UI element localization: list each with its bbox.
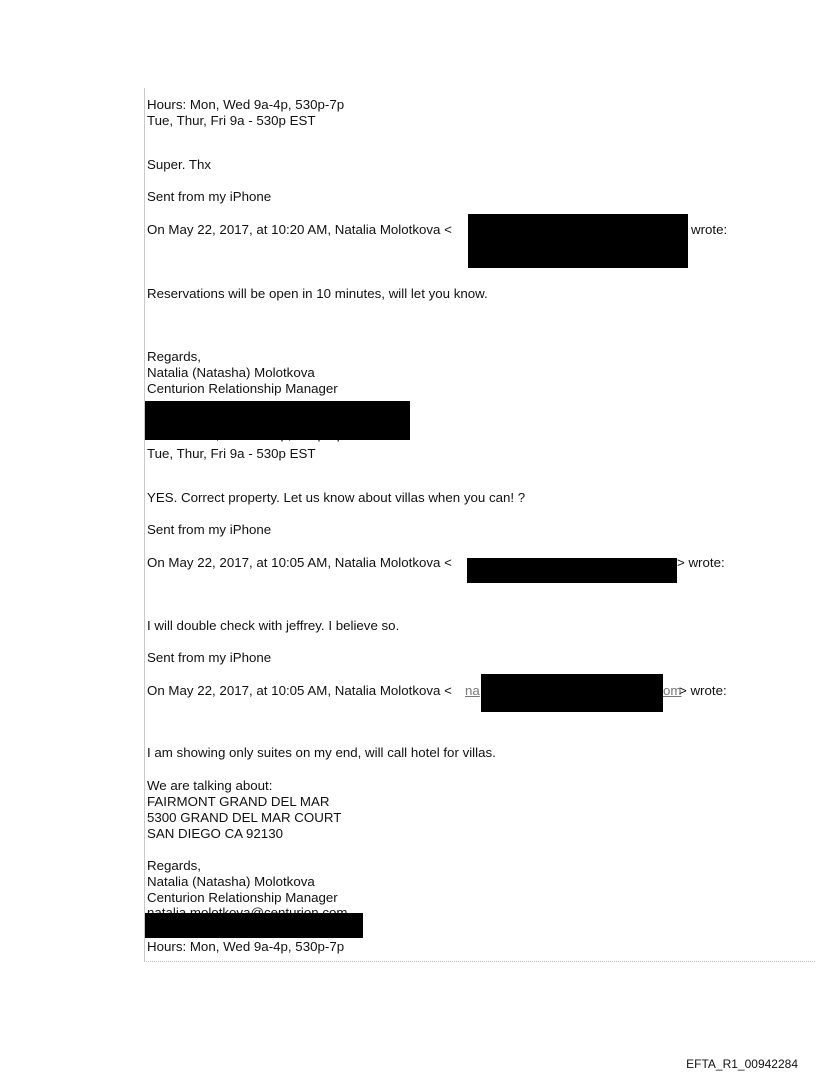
hotel-city: SAN DIEGO CA 92130 [147, 826, 283, 841]
wrote-label: > wrote: [679, 683, 727, 698]
hours-line: Tue, Thur, Fri 9a - 530p EST [147, 113, 316, 128]
signature-title: Centurion Relationship Manager [147, 381, 338, 396]
hours-line: Hours: Mon, Wed 9a-4p, 530p-7p [147, 939, 345, 954]
email-link-start[interactable]: na [465, 683, 480, 698]
signature-regards: Regards, [147, 349, 201, 364]
redaction-bar [481, 674, 663, 712]
signature-name: Natalia (Natasha) Molotkova [147, 874, 315, 889]
redaction-bar [467, 558, 677, 583]
document-id: EFTA_R1_00942284 [686, 1057, 798, 1071]
hours-line: Hours: Mon, Wed 9a-4p, 530p-7p [147, 97, 345, 112]
quote-header: On May 22, 2017, at 10:05 AM, Natalia Molotkova < [147, 683, 452, 698]
sent-from-iphone: Sent from my iPhone [147, 650, 272, 665]
signature-regards: Regards, [147, 858, 201, 873]
redaction-bar [468, 214, 688, 268]
quote-header: On May 22, 2017, at 10:05 AM, Natalia Molotkova < [147, 555, 452, 570]
signature-name: Natalia (Natasha) Molotkova [147, 365, 315, 380]
redaction-bar [145, 401, 410, 440]
message-text: Reservations will be open in 10 minutes, will let you know. [147, 286, 488, 301]
wrote-label: > wrote: [677, 555, 725, 570]
message-text: We are talking about: [147, 778, 273, 793]
email-link-end[interactable]: om [663, 683, 682, 698]
redaction-bar [145, 913, 363, 938]
reply-text: YES. Correct property. Let us know about villas when you can! ? [147, 490, 526, 505]
wrote-label: wrote: [691, 222, 728, 237]
reply-text: I will double check with jeffrey. I believe so. [147, 618, 400, 633]
quote-header: On May 22, 2017, at 10:20 AM, Natalia Molotkova < [147, 222, 452, 237]
reply-text: Super. Thx [147, 157, 212, 172]
sent-from-iphone: Sent from my iPhone [147, 189, 272, 204]
hours-line: Tue, Thur, Fri 9a - 530p EST [147, 446, 316, 461]
sent-from-iphone: Sent from my iPhone [147, 522, 272, 537]
signature-title: Centurion Relationship Manager [147, 890, 338, 905]
message-text: I am showing only suites on my end, will call hotel for villas. [147, 745, 496, 760]
hotel-street: 5300 GRAND DEL MAR COURT [147, 810, 342, 825]
hotel-name: FAIRMONT GRAND DEL MAR [147, 794, 330, 809]
